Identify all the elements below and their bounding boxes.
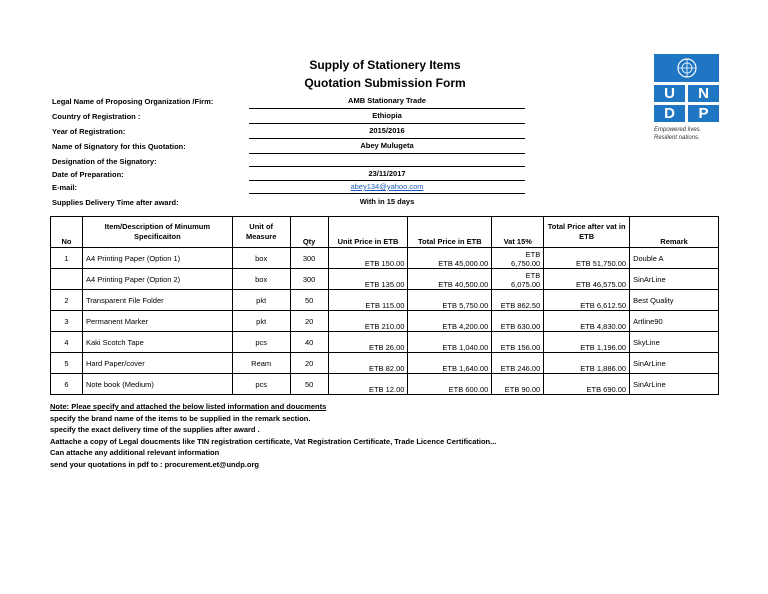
cell-description: Transparent File Folder [82, 290, 232, 311]
date-value: 23/11/2017 [368, 169, 406, 178]
cell-no: 6 [51, 374, 83, 395]
cell-remark: Best Quality [630, 290, 719, 311]
col-header-total-price: Total Price in ETB [408, 217, 492, 248]
cell-qty: 20 [290, 353, 328, 374]
logo-letter-p: P [688, 105, 719, 122]
note-line: send your quotations in pdf to : procurement.et@undp.org [50, 459, 259, 469]
table-row [51, 290, 719, 311]
cell-remark: Double A [630, 248, 719, 269]
table-header-row [51, 217, 719, 248]
note-line: Aattache a copy of Legal doucments like TIN registration certificate, Vat Registration Certificate, Trade Licence Certification... [50, 436, 497, 446]
cell-unit-price: ETB 135.00 [328, 269, 408, 290]
cell-qty: 50 [290, 290, 328, 311]
cell-unit-price: ETB 82.00 [328, 353, 408, 374]
email-label: E-mail: [52, 183, 78, 192]
notes-section [50, 401, 496, 471]
logo-letter-d: D [654, 105, 685, 122]
designation-label: Designation of the Signatory: [52, 157, 157, 166]
cell-total-price: ETB 5,750.00 [408, 290, 492, 311]
cell-remark: Artline90 [630, 311, 719, 332]
email-underline [249, 193, 525, 194]
cell-total-price: ETB 45,000.00 [408, 248, 492, 269]
org-name-underline [249, 108, 525, 109]
cell-description: A4 Printing Paper (Option 2) [82, 269, 232, 290]
cell-total-price: ETB 40,500.00 [408, 269, 492, 290]
cell-qty: 300 [290, 248, 328, 269]
cell-no: 5 [51, 353, 83, 374]
cell-description: Permanent Marker [82, 311, 232, 332]
table-row [51, 353, 719, 374]
signatory-underline [249, 153, 525, 154]
form-subtitle: Quotation Submission Form [304, 76, 466, 90]
cell-total-after-vat: ETB 690.00 [544, 374, 630, 395]
cell-total-price: ETB 4,200.00 [408, 311, 492, 332]
cell-remark: SinArLine [630, 269, 719, 290]
cell-unit: box [232, 269, 290, 290]
country-value: Ethiopia [372, 111, 402, 120]
cell-no: 4 [51, 332, 83, 353]
cell-description: A4 Printing Paper (Option 1) [82, 248, 232, 269]
cell-vat: ETB 156.00 [492, 332, 544, 353]
signatory-label: Name of Signatory for this Quotation: [52, 142, 186, 151]
col-header-unit-price: Unit Price in ETB [328, 217, 408, 248]
col-header-qty: Qty [290, 217, 328, 248]
cell-unit: pcs [232, 332, 290, 353]
form-title: Supply of Stationery Items [309, 58, 461, 72]
cell-unit: pcs [232, 374, 290, 395]
cell-total-after-vat: ETB 46,575.00 [544, 269, 630, 290]
cell-vat: ETB 6,750.00 [492, 248, 544, 269]
note-line: specify the exact delivery time of the supplies after award . [50, 425, 260, 435]
cell-no: 3 [51, 311, 83, 332]
cell-description: Hard Paper/cover [82, 353, 232, 374]
un-emblem-icon [654, 54, 719, 82]
signatory-value: Abey Mulugeta [360, 141, 414, 150]
cell-unit: box [232, 248, 290, 269]
cell-unit-price: ETB 210.00 [328, 311, 408, 332]
cell-vat: ETB 6,075.00 [492, 269, 544, 290]
cell-no [51, 269, 83, 290]
notes-heading: Note: Pleae specify and attached the below listed information and doucments [50, 402, 327, 411]
cell-unit: pkt [232, 290, 290, 311]
col-header-remark: Remark [630, 217, 719, 248]
designation-underline [249, 166, 525, 167]
cell-total-price: ETB 600.00 [408, 374, 492, 395]
cell-vat: ETB 630.00 [492, 311, 544, 332]
email-link[interactable]: abey134@yahoo.com [350, 182, 424, 191]
delivery-value: With in 15 days [359, 197, 415, 206]
table-row [51, 269, 719, 290]
cell-total-after-vat: ETB 1,886.00 [544, 353, 630, 374]
cell-unit: pkt [232, 311, 290, 332]
cell-no: 1 [51, 248, 83, 269]
items-table [50, 216, 719, 395]
cell-total-after-vat: ETB 51,750.00 [544, 248, 630, 269]
logo-letter-u: U [654, 85, 685, 102]
cell-qty: 20 [290, 311, 328, 332]
cell-remark: SinArLine [630, 353, 719, 374]
cell-vat: ETB 862.50 [492, 290, 544, 311]
col-header-vat: Vat 15% [492, 217, 544, 248]
cell-no: 2 [51, 290, 83, 311]
org-name-value: AMB Stationary Trade [348, 96, 426, 105]
cell-vat: ETB 90.00 [492, 374, 544, 395]
cell-vat: ETB 246.00 [492, 353, 544, 374]
date-label: Date of Preparation: [52, 170, 124, 179]
date-underline [249, 180, 525, 181]
year-underline [249, 138, 525, 139]
country-label: Country of Registration : [52, 112, 141, 121]
year-label: Year of Registration: [52, 127, 126, 136]
note-line: specify the brand name of the items to be supplied in the remark section. [50, 413, 311, 423]
col-header-no: No [51, 217, 83, 248]
logo-tagline-2: Resilient nations. [654, 135, 700, 141]
delivery-label: Supplies Delivery Time after award: [52, 198, 179, 207]
cell-total-price: ETB 1,640.00 [408, 353, 492, 374]
cell-total-price: ETB 1,040.00 [408, 332, 492, 353]
note-line: Can attache any additional relevant information [50, 448, 220, 458]
cell-remark: SkyLine [630, 332, 719, 353]
cell-unit-price: ETB 26.00 [328, 332, 408, 353]
cell-remark: SinArLine [630, 374, 719, 395]
table-row [51, 374, 719, 395]
cell-unit-price: ETB 115.00 [328, 290, 408, 311]
cell-description: Note book (Medium) [82, 374, 232, 395]
logo-letter-n: N [688, 85, 719, 102]
cell-unit: Ream [232, 353, 290, 374]
col-header-total-after-vat: Total Price after vat in ETB [544, 217, 630, 248]
cell-total-after-vat: ETB 4,830.00 [544, 311, 630, 332]
cell-description: Kaki Scotch Tape [82, 332, 232, 353]
col-header-unit: Unit of Measure [232, 217, 290, 248]
col-header-description: Item/Description of Minumum Specificaiton [82, 217, 232, 248]
country-underline [249, 123, 525, 124]
table-row [51, 332, 719, 353]
cell-qty: 300 [290, 269, 328, 290]
undp-logo [654, 54, 720, 142]
cell-total-after-vat: ETB 6,612.50 [544, 290, 630, 311]
cell-total-after-vat: ETB 1,196.00 [544, 332, 630, 353]
year-value: 2015/2016 [369, 126, 405, 135]
cell-unit-price: ETB 150.00 [328, 248, 408, 269]
table-row [51, 311, 719, 332]
cell-qty: 50 [290, 374, 328, 395]
logo-tagline-1: Empowered lives. [654, 127, 702, 133]
cell-qty: 40 [290, 332, 328, 353]
cell-unit-price: ETB 12.00 [328, 374, 408, 395]
org-name-label: Legal Name of Proposing Organization /Firm: [52, 97, 214, 106]
table-row [51, 248, 719, 269]
